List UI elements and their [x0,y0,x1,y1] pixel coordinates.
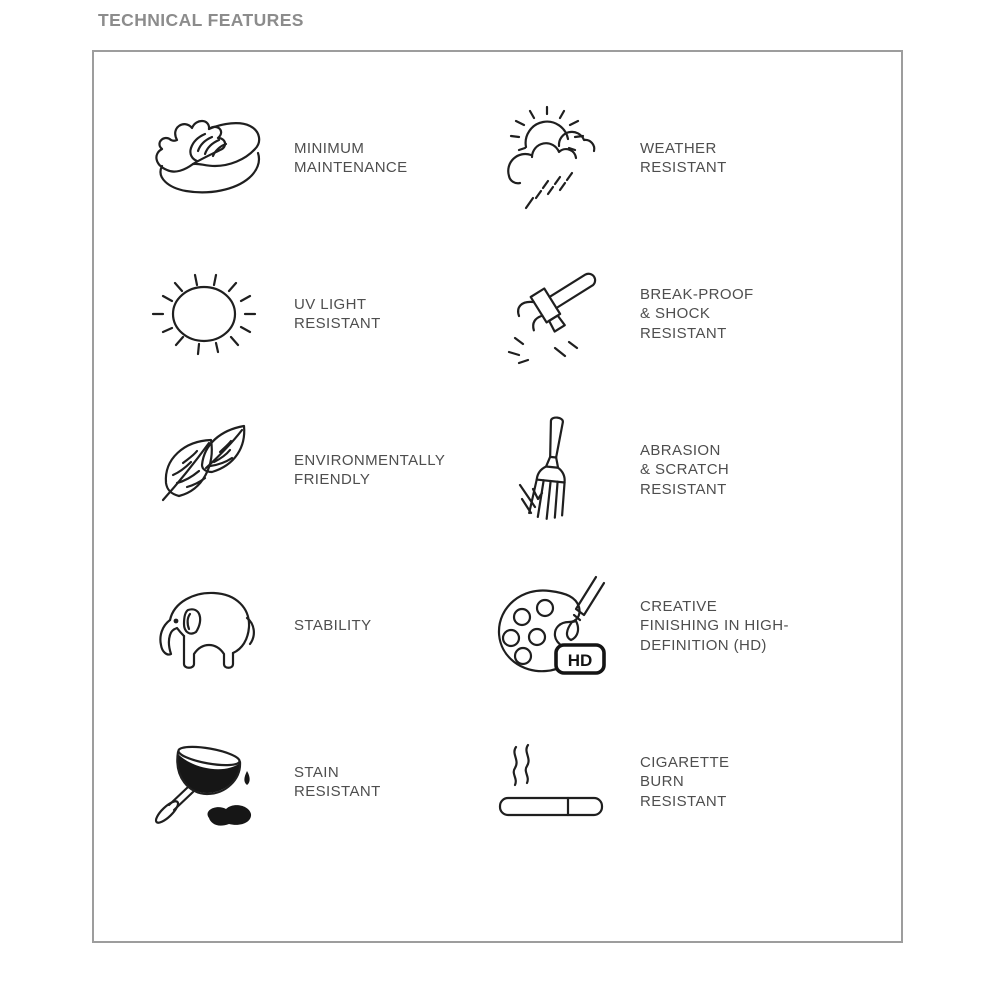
feature-label-line: RESISTANT [640,480,727,498]
hand-wiping-cloth-icon [141,114,267,202]
feature-label-line: RESISTANT [640,792,727,810]
hammer-icon [495,260,607,368]
feature-label [640,597,789,656]
sun-cloud-rain-icon [499,106,603,210]
feature-label [640,139,727,178]
feature-label-line: FRIENDLY [294,471,371,488]
feature-label [294,451,445,490]
feature-label-line: MINIMUM [294,139,365,157]
feature-label-line: RESISTANT [294,783,381,800]
feature-label [294,139,408,178]
page-title: TECHNICAL FEATURES [98,10,304,30]
feature-label-line: DEFINITION (HD) [640,636,767,654]
feature-label-line: ENVIRONMENTALLY [294,451,446,469]
cigarette-smoke-icon [494,741,608,823]
feature-label [294,763,381,802]
feature-label [294,295,381,334]
feature-label [640,441,729,500]
feature-label-line: MAINTENANCE [294,159,408,176]
sun-rays-icon [152,266,256,362]
feature-label-line: FINISHING IN HIGH- [640,617,789,635]
feature-label-line: UV LIGHT [294,295,367,313]
feature-label-line: RESISTANT [640,324,727,342]
fork-scratch-icon [519,413,583,527]
feature-label-line: ABRASION [640,441,721,459]
hd-badge-text: HD [567,651,593,670]
feature-label-line: RESISTANT [640,159,727,176]
technical-features-box [92,50,903,943]
feature-label-line: WEATHER [640,139,717,157]
feature-label [640,285,754,344]
feature-label-line: BURN [640,773,685,791]
wine-glass-spill-icon [145,730,263,834]
feature-label [640,753,729,812]
elephant-icon [146,580,262,672]
feature-label-line: & SCRATCH [640,461,730,479]
feature-label-line: CREATIVE [640,597,718,615]
feature-label-line: STABILITY [294,617,372,635]
feature-label-line: BREAK-PROOF [640,285,754,303]
leaves-icon [150,421,258,519]
feature-label-line: RESISTANT [294,315,381,332]
feature-label-line: CIGARETTE [640,753,730,771]
feature-label-line: STAIN [294,763,340,781]
feature-label-line: & SHOCK [640,305,711,323]
feature-label [294,616,372,636]
paint-palette-brush-icon [492,575,610,677]
features-grid [94,52,901,860]
